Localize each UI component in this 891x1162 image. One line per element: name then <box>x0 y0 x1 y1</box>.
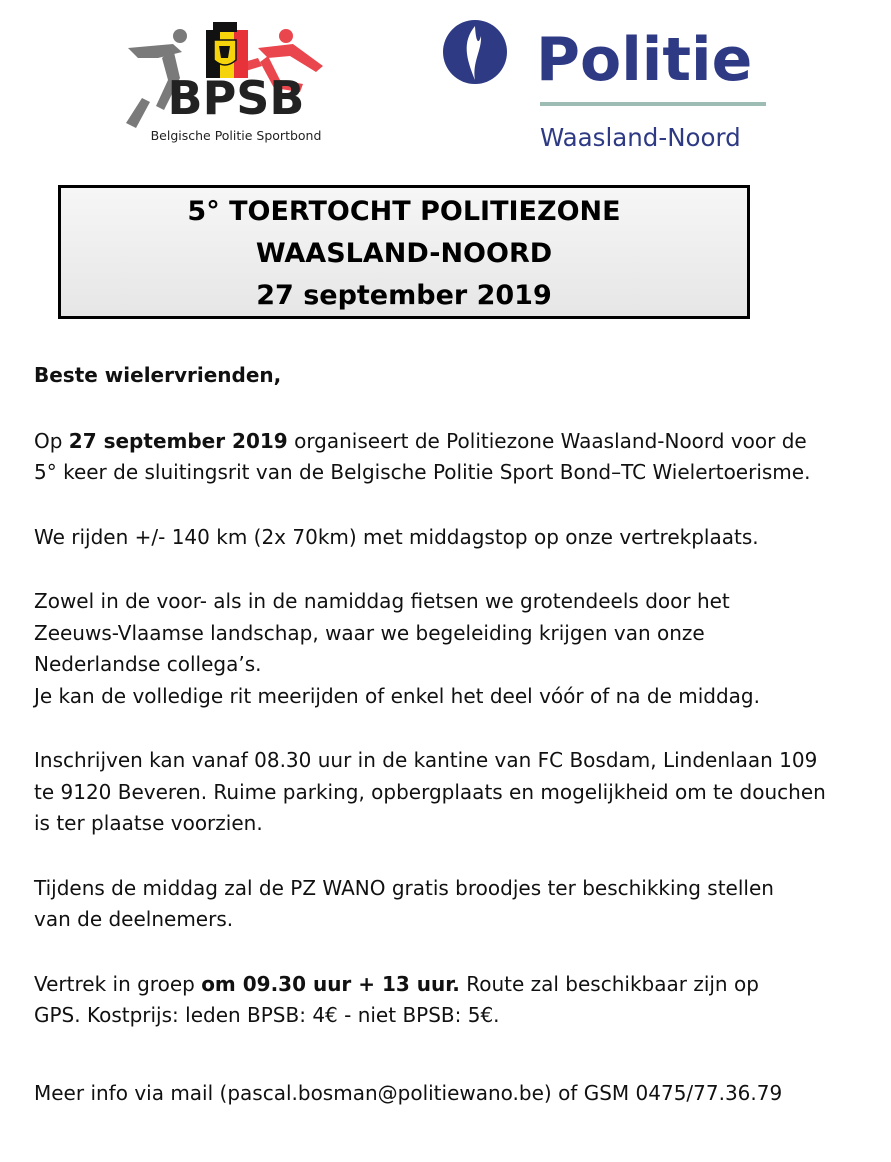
title-line-2: WAASLAND-NOORD <box>255 238 553 269</box>
politie-zone-name: Waasland-Noord <box>540 123 741 152</box>
bpsb-initials: BPSB <box>167 71 305 125</box>
departure-times-bold: om 09.30 uur + 13 uur. <box>201 971 460 996</box>
registration-line-3: is ter plaatse voorzien. <box>34 811 263 835</box>
paragraph-route <box>34 586 884 712</box>
paragraph-lunch <box>34 873 884 936</box>
politie-divider-rule <box>540 102 766 106</box>
intro-line-2: 5° keer de sluitingsrit van de Belgische Politie Sport Bond–TC Wielertoerisme. <box>34 460 811 484</box>
event-date-bold: 27 september 2019 <box>68 428 288 453</box>
lunch-line-2: van de deelnemers. <box>34 907 234 931</box>
departure-line-1 <box>34 969 884 1001</box>
route-line-2: Zeeuws-Vlaamse landschap, waar we begeleiding krijgen van onze <box>34 620 705 645</box>
paragraph-distance: We rijden +/- 140 km (2x 70km) met middagstop op onze vertrekplaats. <box>34 524 759 549</box>
registration-line-2: te 9120 Beveren. Ruime parking, opbergplaats en mogelijkheid om te douchen <box>34 779 826 804</box>
letter-body <box>34 360 884 1142</box>
route-line-3: Nederlandse collega’s. <box>34 652 262 676</box>
politie-logo <box>440 14 780 154</box>
route-line-4: Je kan de volledige rit meerijden of enkel het deel vóór of na de middag. <box>34 683 760 708</box>
departure-suffix: Route zal beschikbaar zijn op <box>459 971 759 996</box>
registration-line-1: Inschrijven kan vanaf 08.30 uur in de kantine van FC Bosdam, Lindenlaan 109 <box>34 748 818 772</box>
title-line-1: 5° TOERTOCHT POLITIEZONE <box>187 196 621 227</box>
departure-line-2: GPS. Kostprijs: leden BPSB: 4€ - niet BPSB: 5€. <box>34 1003 500 1027</box>
intro-suffix: organiseert de Politiezone Waasland-Noord voor de <box>287 428 807 453</box>
intro-prefix: Op <box>34 428 69 453</box>
politie-brand-name: Politie <box>536 25 753 95</box>
departure-prefix: Vertrek in groep <box>34 971 202 996</box>
title-line-3: 27 september 2019 <box>256 280 552 311</box>
bpsb-full-name: Belgische Politie Sportbond <box>150 128 322 143</box>
route-line-1: Zowel in de voor- als in de namiddag fietsen we grotendeels door het <box>34 589 730 613</box>
lunch-line-1: Tijdens de middag zal de PZ WANO gratis broodjes ter beschikking stellen <box>34 875 774 900</box>
event-title-box <box>58 185 750 319</box>
intro-line-1 <box>34 426 884 458</box>
belgian-flag-crest <box>206 22 248 78</box>
politie-flame-emblem <box>443 20 507 84</box>
paragraph-departure <box>34 969 884 1032</box>
paragraph-registration <box>34 745 884 840</box>
paragraph-contact-info: Meer info via mail (pascal.bosman@politiewano.be) of GSM 0475/77.36.79 <box>34 1080 783 1105</box>
bpsb-logo <box>118 18 333 148</box>
paragraph-intro <box>34 426 884 489</box>
greeting: Beste wielervrienden, <box>34 363 282 387</box>
